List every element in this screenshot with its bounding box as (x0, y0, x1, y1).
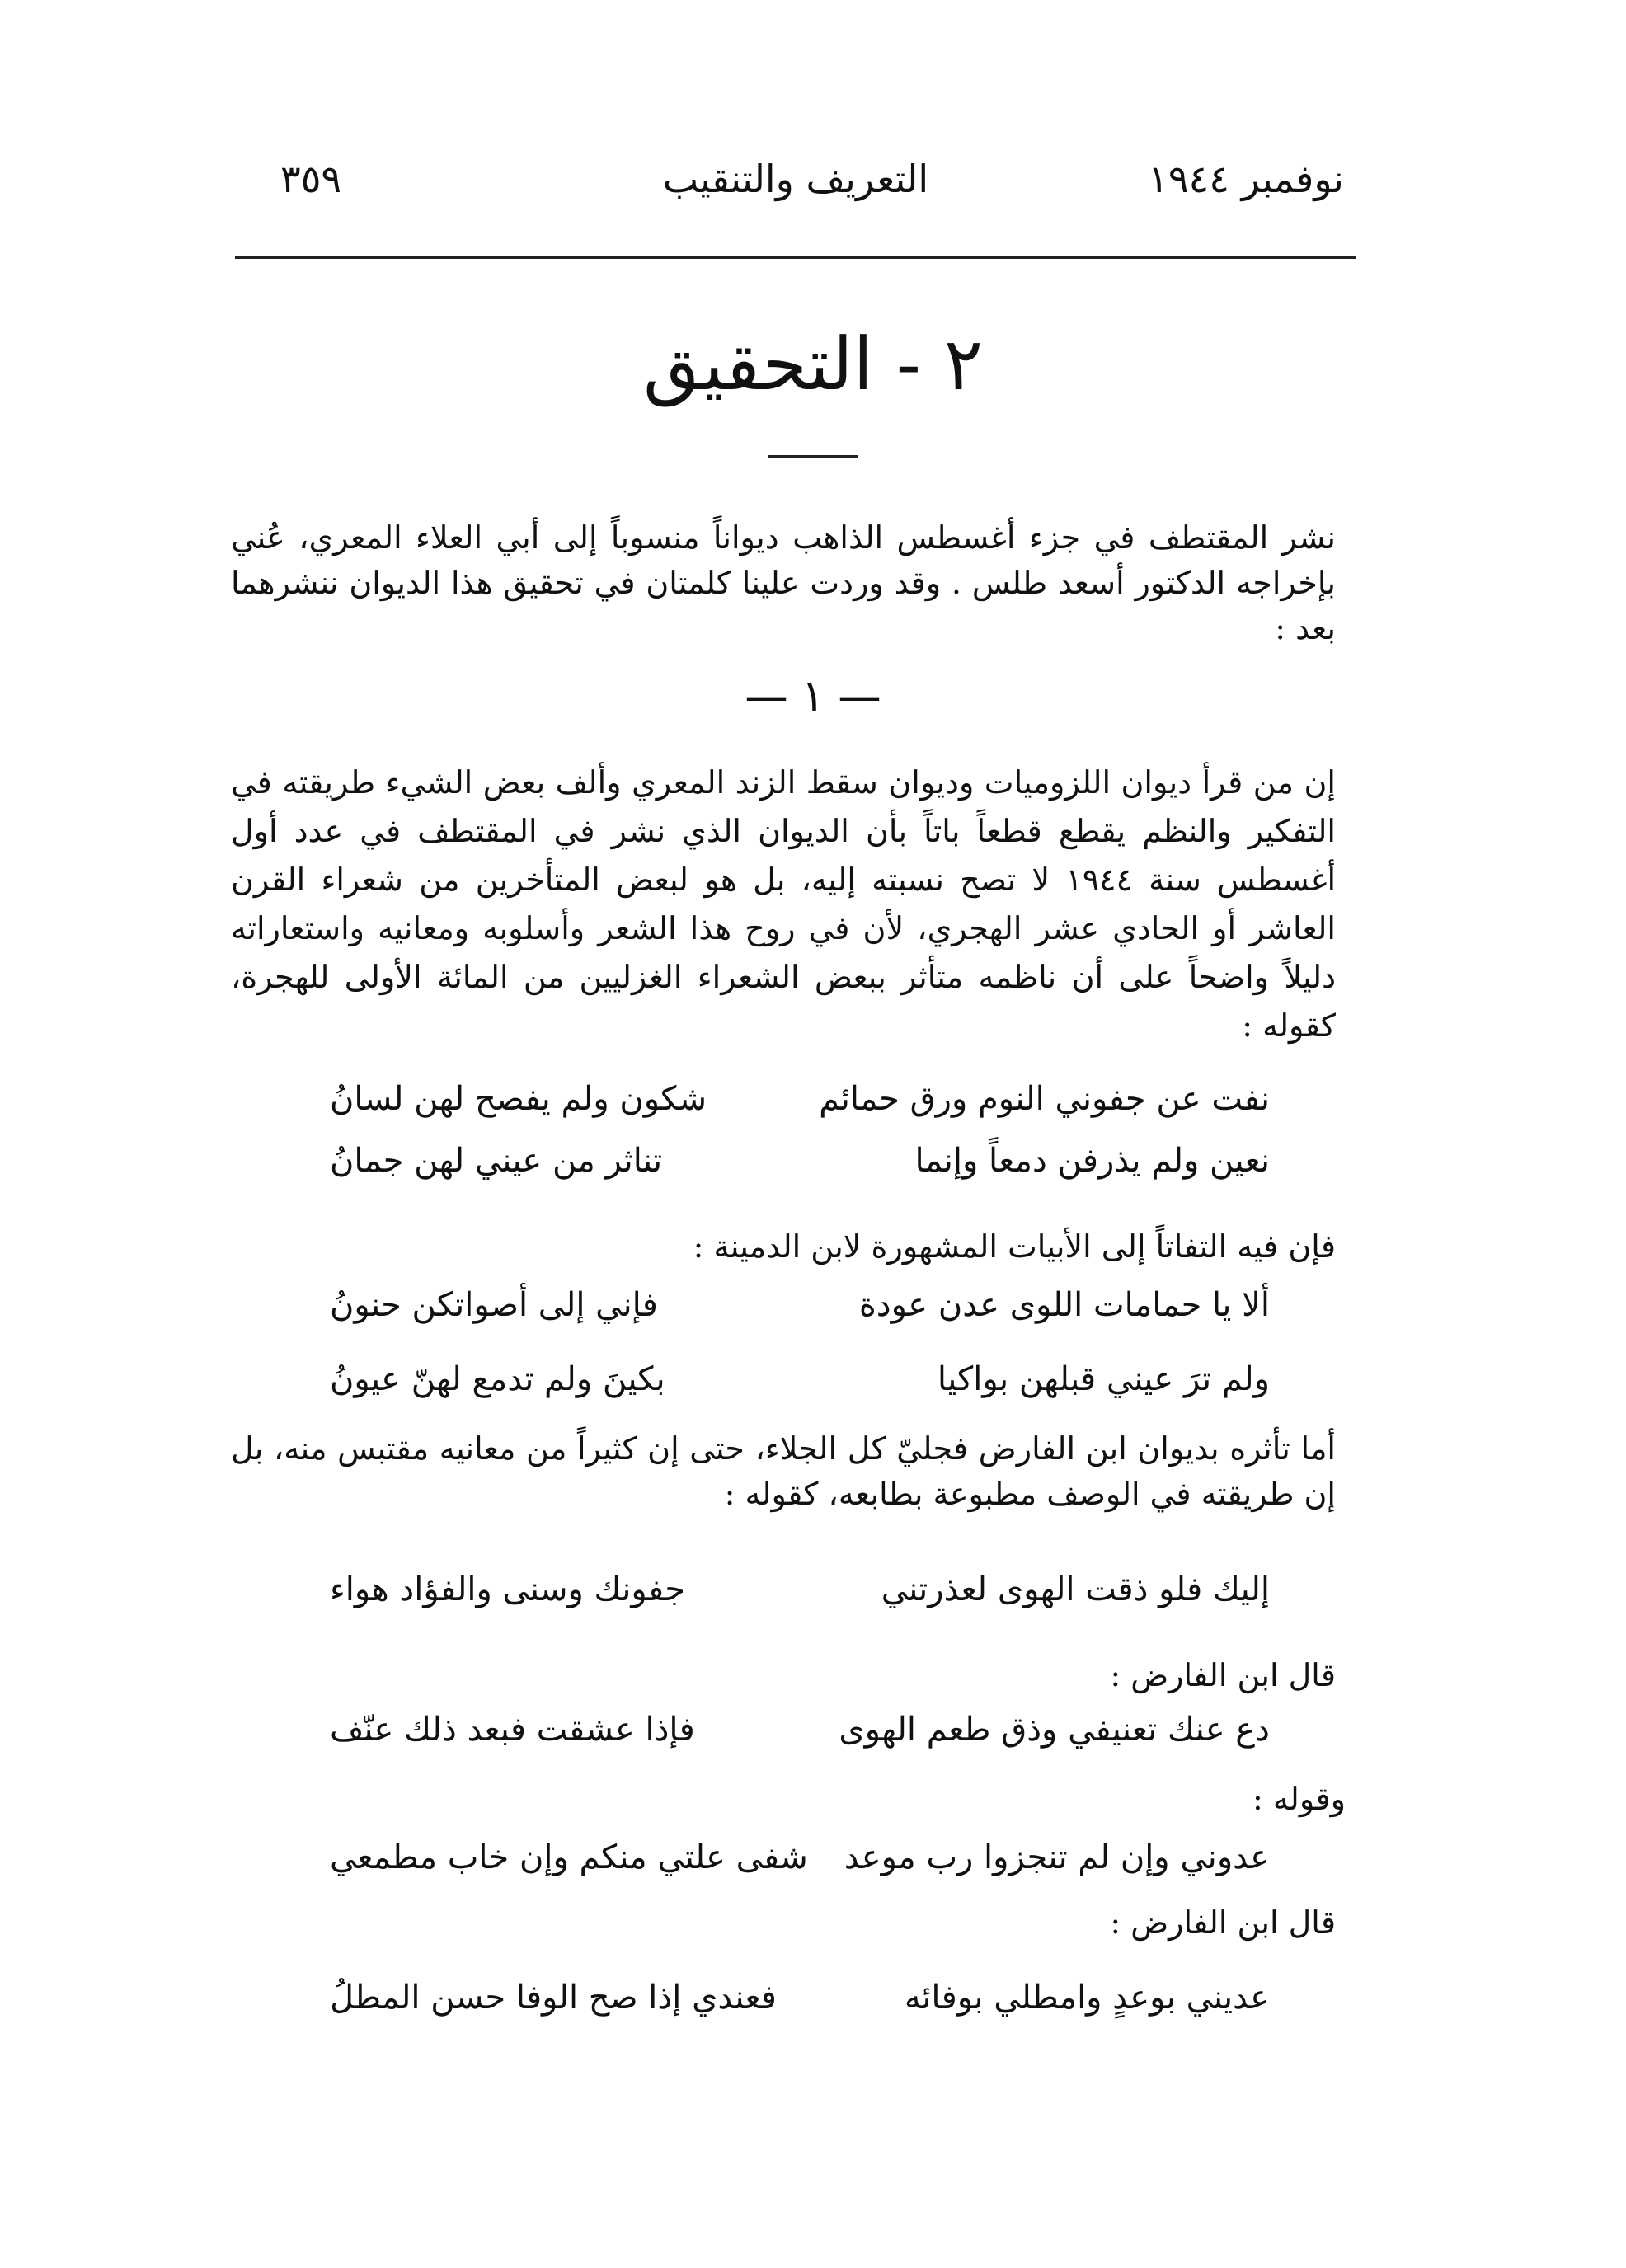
verse-first-hemistich: عديني بوعدٍ وامطلي بوفائه (904, 1979, 1270, 2017)
verse-second-hemistich: جفونك وسنى والفؤاد هواء (330, 1571, 685, 1608)
verse-second-hemistich: فإني إلى أصواتكن حنونُ (330, 1286, 658, 1324)
header-rule (235, 256, 1356, 259)
header-running-title: التعريف والتنقيب (662, 157, 929, 201)
page-header (247, 157, 1344, 223)
paragraph-2: فإن فيه التفاتاً إلى الأبيات المشهورة لابن الدمينة : (693, 1228, 1336, 1265)
verse-line (330, 1360, 1270, 1410)
verse-second-hemistich: بكينَ ولم تدمع لهنّ عيونُ (330, 1360, 665, 1398)
paragraph-1: إن من قرأ ديوان اللزوميات وديوان سقط الزند المعري وألف بعض الشيء طريقته في التفكير والنظم يقطع قطعاً باتاً بأن الديوان الذي نشر في المقتطف في عدد أول أغسطس سنة ١٩٤٤ لا تصح نسبته إليه، بل هو لبعض المتأخرين من شعراء القرن العاشر أو الحادي عشر الهجري، لأن في روح هذا الشعر وأسلوبه ومعانيه واستعاراته دليلاً واضحاً على أن ناظمه متأثر ببعض الشعراء الغزليين من المائة الأولى للهجرة، كقوله : (231, 764, 1336, 1044)
intro-paragraph: نشر المقتطف في جزء أغسطس الذاهب ديواناً منسوباً إلى أبي العلاء المعري، عُني بإخراجه الدكتور أسعد طلس . وقد وردت علينا كلمتان في تحقيق هذا الديوان ننشرهما بعد : (231, 519, 1336, 646)
verse-line (330, 1711, 1270, 1760)
verse-first-hemistich: ألا يا حمامات اللوى عدن عودة (858, 1286, 1270, 1324)
quote-label: قال ابن الفارض : (1110, 1657, 1336, 1693)
verse-first-hemistich: ولم ترَ عيني قبلهن بواكيا (937, 1360, 1270, 1398)
verse-second-hemistich: فإذا عشقت فبعد ذلك عنّف (330, 1711, 695, 1749)
title-divider (768, 455, 858, 458)
verse-second-hemistich: تناثر من عيني لهن جمانُ (330, 1142, 663, 1180)
verse-first-hemistich: إليك فلو ذقت الهوى لعذرتني (881, 1571, 1270, 1608)
verse-line (330, 1142, 1270, 1191)
verse-line (330, 1979, 1270, 2028)
verse-line (330, 1571, 1270, 1620)
verse-second-hemistich: شكون ولم يفصح لهن لسانُ (330, 1080, 707, 1118)
verse-second-hemistich: شفى علتي منكم وإن خاب مطمعي (330, 1838, 808, 1876)
verse-line (330, 1080, 1270, 1129)
paragraph-3: أما تأثره بديوان ابن الفارض فجليّ كل الجلاء، حتى إن كثيراً من معانيه مقتبس منه، بل إن طريقته في الوصف مطبوعة بطابعه، كقوله : (231, 1430, 1336, 1512)
verse-second-hemistich: فعندي إذا صح الوفا حسن المطلُ (330, 1979, 777, 2017)
quote-label: قال ابن الفارض : (1110, 1904, 1336, 1941)
verse-first-hemistich: نفت عن جفوني النوم ورق حمائم (819, 1080, 1270, 1118)
verse-line (330, 1286, 1270, 1336)
verse-line (330, 1838, 1270, 1888)
verse-first-hemistich: نعين ولم يذرفن دمعاً وإنما (914, 1142, 1270, 1180)
header-date: نوفمبر ١٩٤٤ (1148, 157, 1344, 201)
quote-label: وقوله : (1252, 1781, 1346, 1817)
verse-first-hemistich: عدوني وإن لم تنجزوا رب موعد (844, 1838, 1270, 1876)
page-number: ٣٥٩ (280, 157, 342, 201)
section-title: ٢ - التحقيق (642, 322, 984, 406)
verse-first-hemistich: دع عنك تعنيفي وذق طعم الهوى (839, 1711, 1270, 1749)
subsection-number: — ١ — (745, 672, 881, 721)
